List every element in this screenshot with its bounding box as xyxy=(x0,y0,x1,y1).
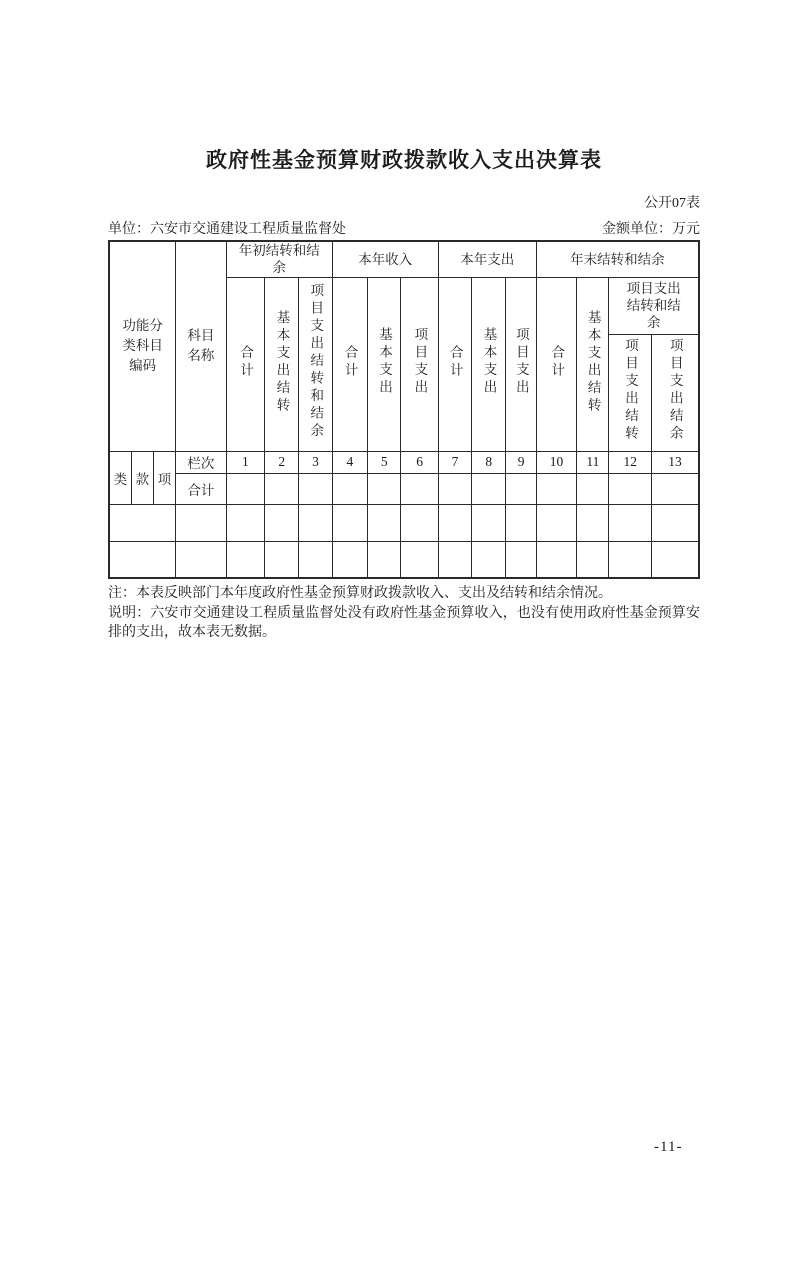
cell-value xyxy=(226,504,264,541)
col-7-total: 合计 xyxy=(438,277,471,451)
page-number: -11- xyxy=(654,1139,683,1155)
col-9-project-expense: 项目支出 xyxy=(506,277,536,451)
column-number-row xyxy=(109,451,699,473)
cell-subject xyxy=(176,541,227,578)
col-number: 13 xyxy=(651,451,699,473)
form-code: 公开07表 xyxy=(644,196,700,211)
cell-value xyxy=(401,504,438,541)
cell-value xyxy=(472,504,506,541)
unit-label: 单位：六安市交通建设工程质量监督处 xyxy=(108,222,346,237)
cell-code xyxy=(109,504,176,541)
cell-value xyxy=(265,541,299,578)
cell-subject xyxy=(176,504,227,541)
col-11-basic-expense-carryover: 基本支出结转 xyxy=(577,277,609,451)
code-part-section: 款 xyxy=(131,451,153,504)
cell-value xyxy=(299,504,332,541)
amount-unit-label: 金额单位：万元 xyxy=(602,222,700,237)
cell-value xyxy=(536,541,576,578)
col-6-project-expense: 项目支出 xyxy=(401,277,438,451)
col-number: 7 xyxy=(438,451,471,473)
col-number: 12 xyxy=(609,451,651,473)
document-page xyxy=(108,150,700,643)
group-current-year-expense: 本年支出 xyxy=(438,241,536,277)
group-current-year-income: 本年收入 xyxy=(332,241,438,277)
cell-value xyxy=(536,504,576,541)
cell-value xyxy=(609,473,651,504)
table-row-total xyxy=(109,473,699,504)
col-10-total: 合计 xyxy=(536,277,576,451)
header-func-code: 功能分类科目编码 xyxy=(109,241,176,451)
cell-value xyxy=(368,504,401,541)
code-part-class: 类 xyxy=(109,451,131,504)
header-subject-name: 科目名称 xyxy=(176,241,227,451)
col-number: 9 xyxy=(506,451,536,473)
cell-value xyxy=(299,473,332,504)
cell-value xyxy=(506,504,536,541)
cell-value xyxy=(577,473,609,504)
cell-value xyxy=(536,473,576,504)
cell-value xyxy=(401,473,438,504)
explanation-line: 说明：六安市交通建设工程质量监督处没有政府性基金预算收入，也没有使用政府性基金预算安排的支出，故本表无数据。 xyxy=(108,605,700,640)
row-label-lanci: 栏次 xyxy=(176,451,227,473)
group-begin-year-carryover: 年初结转和结余 xyxy=(226,241,332,277)
cell-value xyxy=(226,541,264,578)
col-number: 11 xyxy=(577,451,609,473)
col-3-project-expense-carryover-balance: 项目支出结转和结余 xyxy=(299,277,332,451)
col-number: 8 xyxy=(472,451,506,473)
col-2-basic-expense-carryover: 基本支出结转 xyxy=(265,277,299,451)
col-4-total: 合计 xyxy=(332,277,367,451)
table-row xyxy=(109,541,699,578)
cell-value xyxy=(506,541,536,578)
cell-value xyxy=(265,504,299,541)
table-row xyxy=(109,504,699,541)
cell-value xyxy=(651,541,699,578)
cell-value xyxy=(609,504,651,541)
col-number: 2 xyxy=(265,451,299,473)
cell-value xyxy=(609,541,651,578)
cell-value xyxy=(368,473,401,504)
cell-value xyxy=(299,541,332,578)
group-end-year-carryover: 年末结转和结余 xyxy=(536,241,699,277)
cell-value xyxy=(577,504,609,541)
cell-value xyxy=(472,473,506,504)
col-number: 10 xyxy=(536,451,576,473)
cell-value xyxy=(438,541,471,578)
col-number: 6 xyxy=(401,451,438,473)
row-total-label: 合计 xyxy=(176,473,227,504)
fiscal-table xyxy=(108,240,700,579)
col-13-project-expense-balance: 项目支出结余 xyxy=(651,334,699,451)
cell-value xyxy=(226,473,264,504)
col-5-basic-expense: 基本支出 xyxy=(368,277,401,451)
cell-value xyxy=(332,541,367,578)
cell-value xyxy=(438,504,471,541)
col-number: 3 xyxy=(299,451,332,473)
page-title: 政府性基金预算财政拨款收入支出决算表 xyxy=(206,149,602,172)
col-number: 1 xyxy=(226,451,264,473)
header-group-row xyxy=(109,241,699,277)
cell-value xyxy=(651,473,699,504)
col-number: 5 xyxy=(368,451,401,473)
unit-line xyxy=(108,222,700,238)
cell-value xyxy=(368,541,401,578)
col-number: 4 xyxy=(332,451,367,473)
cell-value xyxy=(401,541,438,578)
cell-value xyxy=(472,541,506,578)
cell-value xyxy=(506,473,536,504)
cell-value xyxy=(577,541,609,578)
cell-value xyxy=(332,473,367,504)
cell-value xyxy=(438,473,471,504)
subgroup-project-expense-carryover-balance: 项目支出结转和结余 xyxy=(609,277,699,334)
note-line: 注：本表反映部门本年度政府性基金预算财政拨款收入、支出及结转和结余情况。 xyxy=(108,586,612,601)
col-12-project-expense-carryover: 项目支出结转 xyxy=(609,334,651,451)
cell-code xyxy=(109,541,176,578)
notes-block xyxy=(108,584,700,643)
cell-value xyxy=(265,473,299,504)
code-part-item: 项 xyxy=(153,451,175,504)
col-1-total: 合计 xyxy=(226,277,264,451)
cell-value xyxy=(651,504,699,541)
cell-value xyxy=(332,504,367,541)
col-8-basic-expense: 基本支出 xyxy=(472,277,506,451)
